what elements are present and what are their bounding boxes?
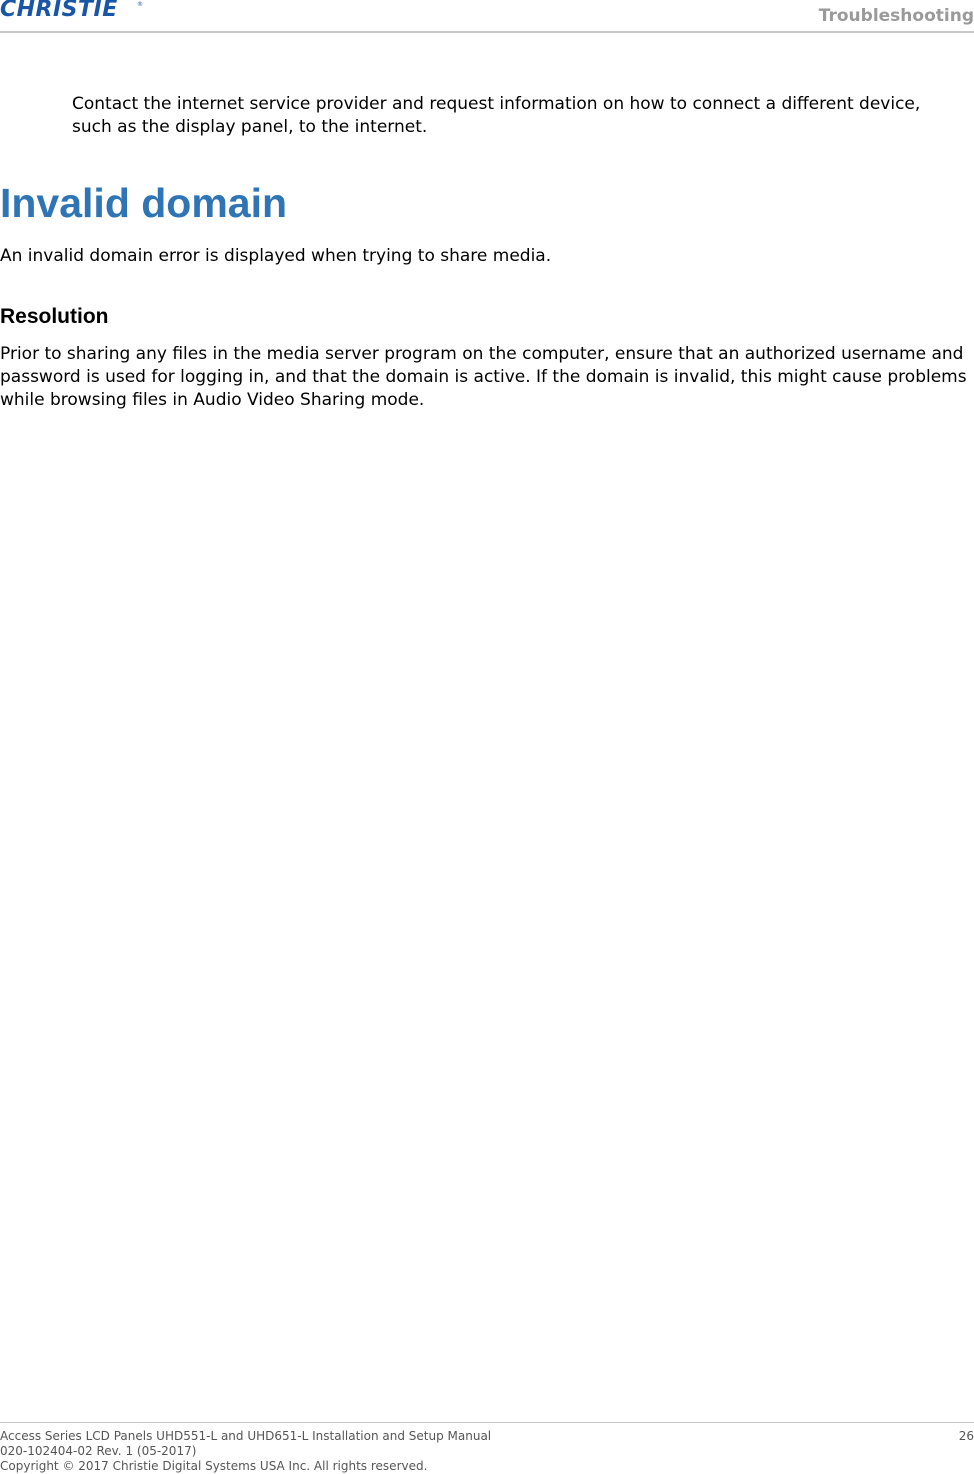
- page-footer: [0, 1422, 974, 1474]
- copyright-notice: Copyright © 2017 Christie Digital Systems USA Inc. All rights reserved.: [0, 1459, 428, 1473]
- page-number: 26: [958, 1429, 974, 1443]
- registered-mark: ®: [137, 1, 143, 8]
- manual-title: Access Series LCD Panels UHD551-L and UHD651-L Installation and Setup Manual: [0, 1429, 492, 1443]
- document-number: 020-102404-02 Rev. 1 (05-2017): [0, 1444, 197, 1458]
- intro-paragraph: Contact the internet service provider and request information on how to connect a different device, such as the display panel, to the internet.: [72, 94, 921, 137]
- page-heading: Invalid domain: [0, 180, 288, 226]
- section-title: Troubleshooting: [818, 6, 974, 26]
- christie-logo: CHRISTIE: [0, 0, 118, 22]
- resolution-heading: Resolution: [0, 305, 109, 328]
- page-header: [0, 0, 974, 33]
- resolution-paragraph: Prior to sharing any files in the media server program on the computer, ensure that an authorized username and password is used for logging in, and that the domain is active. If the domain is invalid, this might cause problems while browsing files in Audio Video Sharing mode.: [0, 344, 967, 410]
- description-paragraph: An invalid domain error is displayed when trying to share media.: [0, 246, 552, 266]
